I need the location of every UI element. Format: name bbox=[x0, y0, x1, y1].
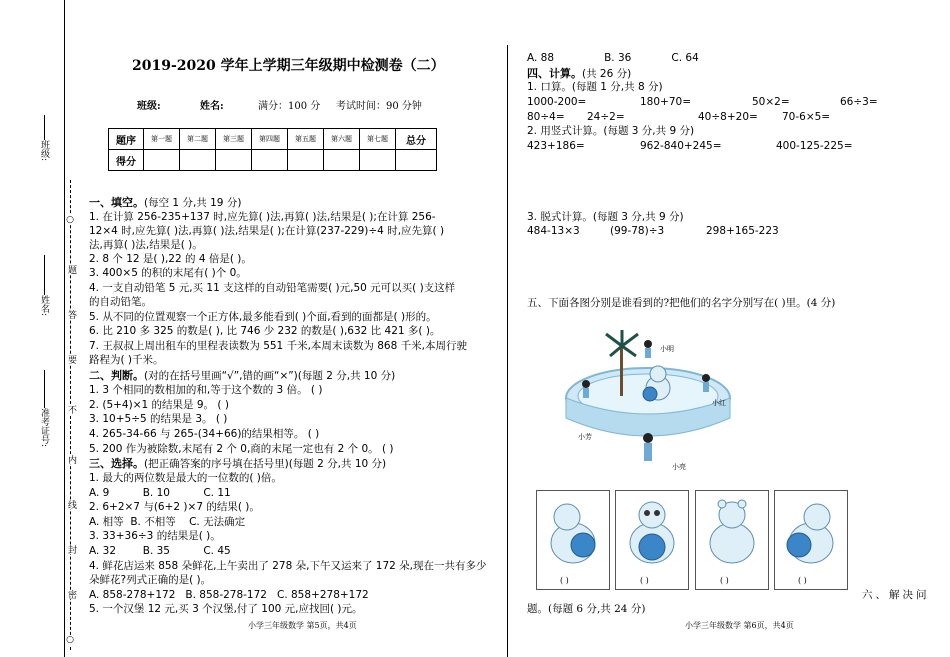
judge-q5: 5. 200 作为被除数,末尾有 2 个 0,商的末尾一定也有 2 个 0。 ( ) bbox=[89, 443, 394, 455]
section-2-title: 二、判断。 bbox=[89, 369, 144, 382]
vertical-calc-3: 400-125-225= bbox=[776, 140, 853, 152]
exam-time: 考试时间：90 分钟 bbox=[336, 101, 422, 112]
step-calc-heading: 3. 脱式计算。(每题 3 分,共 9 分) bbox=[527, 211, 684, 223]
score-col-6: 第六题 bbox=[324, 129, 360, 150]
choice-q2: 2. 6+2×7 与(6+2 )×7 的结果( )。 bbox=[89, 501, 260, 513]
judge-q2: 2. (5+4)×1 的结果是 9。 ( ) bbox=[89, 399, 229, 411]
child-xiaoliang bbox=[643, 433, 653, 461]
score-col-5: 第五题 bbox=[288, 129, 324, 150]
choice-q5-options: A. 88 B. 36 C. 64 bbox=[527, 52, 699, 64]
score-cell[interactable] bbox=[360, 150, 396, 171]
seal-char-6: 线 bbox=[66, 500, 76, 509]
score-cell[interactable] bbox=[144, 150, 180, 171]
score-col-4: 第四题 bbox=[252, 129, 288, 150]
score-cell[interactable] bbox=[324, 150, 360, 171]
seal-char-0: ○ bbox=[65, 215, 75, 225]
choice-q4-line-a: 4. 鲜花店运来 858 朵鲜花,上午卖出了 278 朵,下午又运来了 172 朵,现在一共有多少 bbox=[89, 560, 487, 572]
q7-line-a: 7. 王叔叔上周出租车的里程表读数为 551 千米,本周末读数为 868 千米,本周行驶 bbox=[89, 340, 467, 352]
child-xiaoming bbox=[644, 340, 652, 358]
oral-1: 1000-200= bbox=[527, 96, 587, 108]
page-divider bbox=[507, 45, 508, 657]
score-col-2: 第二题 bbox=[180, 129, 216, 150]
score-table-order-label: 题序 bbox=[109, 129, 144, 150]
score-cell[interactable] bbox=[252, 150, 288, 171]
score-row-label: 得分 bbox=[109, 150, 144, 171]
score-cell[interactable] bbox=[216, 150, 252, 171]
q6: 6. 比 210 多 325 的数是( ), 比 746 少 232 的数是( ),632 比 421 多( )。 bbox=[89, 325, 441, 337]
step-calc-3: 298+165-223 bbox=[706, 225, 779, 237]
step-calc-2: (99-78)÷3 bbox=[610, 225, 665, 237]
vertical-calc-heading: 2. 用竖式计算。(每题 3 分,共 9 分) bbox=[527, 125, 695, 137]
class-label: 班级: bbox=[39, 140, 49, 162]
child-xiaofang bbox=[582, 380, 590, 398]
oral-6: 24÷2= bbox=[587, 111, 625, 123]
oral-5: 80÷4= bbox=[527, 111, 565, 123]
panda-view-left bbox=[537, 491, 609, 571]
q5: 5. 从不同的位置观察一个正方体,最多能看到( )个面,看到的面都是( )形的。 bbox=[89, 311, 437, 323]
choice-q1-options: A. 9 B. 10 C. 11 bbox=[89, 487, 231, 499]
seal-char-8: 密 bbox=[66, 590, 76, 599]
view-box-4 bbox=[774, 490, 848, 590]
score-cell[interactable] bbox=[396, 150, 437, 171]
oral-2: 180+70= bbox=[640, 96, 691, 108]
section-3-heading bbox=[89, 457, 386, 471]
section-4-heading bbox=[527, 67, 631, 81]
score-col-1: 第一题 bbox=[144, 129, 180, 150]
choice-q3: 3. 33+36÷3 的结果是( )。 bbox=[89, 530, 221, 542]
section-3-note: (把正确答案的序号填在括号里)(每题 2 分,共 10 分) bbox=[144, 458, 387, 470]
oral-calc-heading: 1. 口算。(每题 1 分,共 8 分) bbox=[527, 81, 663, 93]
view-box-3 bbox=[695, 490, 769, 590]
section-3-title: 三、选择。 bbox=[89, 457, 144, 470]
score-cell[interactable] bbox=[288, 150, 324, 171]
choice-q5: 5. 一个汉堡 12 元,买 3 个汉堡,付了 100 元,应找回( )元。 bbox=[89, 603, 363, 615]
score-table bbox=[108, 128, 437, 171]
view-box-1 bbox=[536, 490, 610, 590]
score-total-label: 总分 bbox=[396, 129, 437, 150]
label-xiaoming: 小明 bbox=[660, 345, 674, 353]
judge-q3: 3. 10+5÷5 的结果是 3。 ( ) bbox=[89, 413, 228, 425]
section-6-title-a: 六、解决问 bbox=[862, 589, 930, 601]
oral-3: 50×2= bbox=[752, 96, 790, 108]
vertical-calc-2: 962-840+245= bbox=[640, 140, 722, 152]
q2: 2. 8 个 12 是( ),22 的 4 倍是( )。 bbox=[89, 253, 252, 265]
label-xiaohong: 小红 bbox=[712, 399, 726, 407]
panda-view-right bbox=[775, 491, 847, 571]
score-cell[interactable] bbox=[180, 150, 216, 171]
seal-char-4: 不 bbox=[66, 405, 76, 414]
q1-line-c: 法,再算( )法,结果是( )。 bbox=[89, 239, 203, 251]
step-calc-1: 484-13×3 bbox=[527, 225, 580, 237]
section-2-note: (对的在括号里画“√”,错的画“×”)(每题 2 分,共 10 分) bbox=[144, 370, 396, 382]
name-field: 姓名: bbox=[200, 101, 224, 112]
seal-char-3: 要 bbox=[66, 355, 76, 364]
oral-4: 66÷3= bbox=[840, 96, 878, 108]
answer-blank-2[interactable]: ( ) bbox=[640, 576, 649, 585]
section-4-note: (共 26 分) bbox=[582, 68, 632, 80]
view-box-2 bbox=[615, 490, 689, 590]
right-footer: 小学三年级数学 第6页，共4页 bbox=[685, 621, 794, 630]
seal-char-2: 答 bbox=[66, 310, 76, 319]
choice-q4-line-b: 朵鲜花?列式正确的是( )。 bbox=[89, 574, 212, 586]
choice-q4-options: A. 858-278+172 B. 858-278-172 C. 858+278+172 bbox=[89, 589, 369, 601]
section-1-heading bbox=[89, 196, 241, 210]
seal-char-5: 内 bbox=[66, 455, 76, 464]
seal-char-7: 封 bbox=[66, 545, 76, 554]
section-1-title: 一、填空。 bbox=[89, 196, 144, 209]
seal-line bbox=[70, 180, 72, 650]
q7-line-b: 路程为( )千米。 bbox=[89, 354, 164, 366]
q1-line-a: 1. 在计算 256-235+137 时,应先算( )法,再算( )法,结果是( );在计算 256- bbox=[89, 211, 436, 223]
child-xiaohong bbox=[702, 374, 710, 392]
name-label: 姓名: bbox=[39, 295, 49, 317]
q1-line-b: 12×4 时,应先算( )法,再算( )法,结果是( );在计算(237-229)÷4 时,应先算( ) bbox=[89, 225, 445, 237]
answer-blank-4[interactable]: ( ) bbox=[798, 576, 807, 585]
full-score: 满分：100 分 bbox=[258, 101, 321, 112]
label-xiaofang: 小芳 bbox=[578, 433, 592, 441]
q4-line-a: 4. 一支自动铅笔 5 元,买 11 支这样的自动铅笔需要( )元,50 元可以买( )支这样 bbox=[89, 282, 456, 294]
left-footer: 小学三年级数学 第5页，共4页 bbox=[248, 621, 357, 630]
seal-char-1: 题 bbox=[66, 265, 76, 274]
choice-q3-options: A. 32 B. 35 C. 45 bbox=[89, 545, 231, 557]
name-blank bbox=[44, 255, 45, 295]
panda-view-back bbox=[696, 491, 768, 571]
section-2-heading bbox=[89, 369, 395, 383]
exam-no-label: 准考证号: bbox=[39, 408, 49, 448]
judge-q1: 1. 3 个相同的数相加的和,等于这个数的 3 倍。 ( ) bbox=[89, 384, 323, 396]
label-xiaoliang: 小亮 bbox=[672, 463, 686, 471]
margin-border-line bbox=[64, 0, 65, 657]
score-col-7: 第七题 bbox=[360, 129, 396, 150]
section-4-title: 四、计算。 bbox=[527, 67, 582, 80]
choice-q1: 1. 最大的两位数是最大的一位数的( )倍。 bbox=[89, 472, 282, 484]
answer-blank-3[interactable]: ( ) bbox=[720, 576, 729, 585]
q3: 3. 400×5 的积的末尾有( )个 0。 bbox=[89, 267, 247, 279]
judge-q4: 4. 265-34-66 与 265-(34+66)的结果相等。 ( ) bbox=[89, 428, 320, 440]
oral-8: 70-6×5= bbox=[782, 111, 831, 123]
class-blank bbox=[44, 115, 45, 140]
page-title: 2019-2020 学年上学期三年级期中检测卷（二） bbox=[132, 58, 445, 74]
section-6-title-b: 题。(每题 6 分,共 24 分) bbox=[527, 603, 646, 615]
section-5-title: 五、下面各图分别是谁看到的?把他们的名字分别写在( )里。(4 分) bbox=[527, 297, 836, 309]
seal-char-9: ○ bbox=[65, 635, 75, 645]
panda-view-front bbox=[616, 491, 688, 571]
answer-blank-1[interactable]: ( ) bbox=[560, 576, 569, 585]
section-1-note: (每空 1 分,共 19 分) bbox=[144, 197, 242, 209]
score-col-3: 第三题 bbox=[216, 129, 252, 150]
choice-q2-options: A. 相等 B. 不相等 C. 无法确定 bbox=[89, 516, 246, 528]
oral-7: 40÷8+20= bbox=[698, 111, 758, 123]
q4-line-b: 的自动铅笔。 bbox=[89, 296, 152, 308]
vertical-calc-1: 423+186= bbox=[527, 140, 585, 152]
class-field: 班级: bbox=[137, 101, 161, 112]
exam-no-blank bbox=[44, 370, 45, 408]
